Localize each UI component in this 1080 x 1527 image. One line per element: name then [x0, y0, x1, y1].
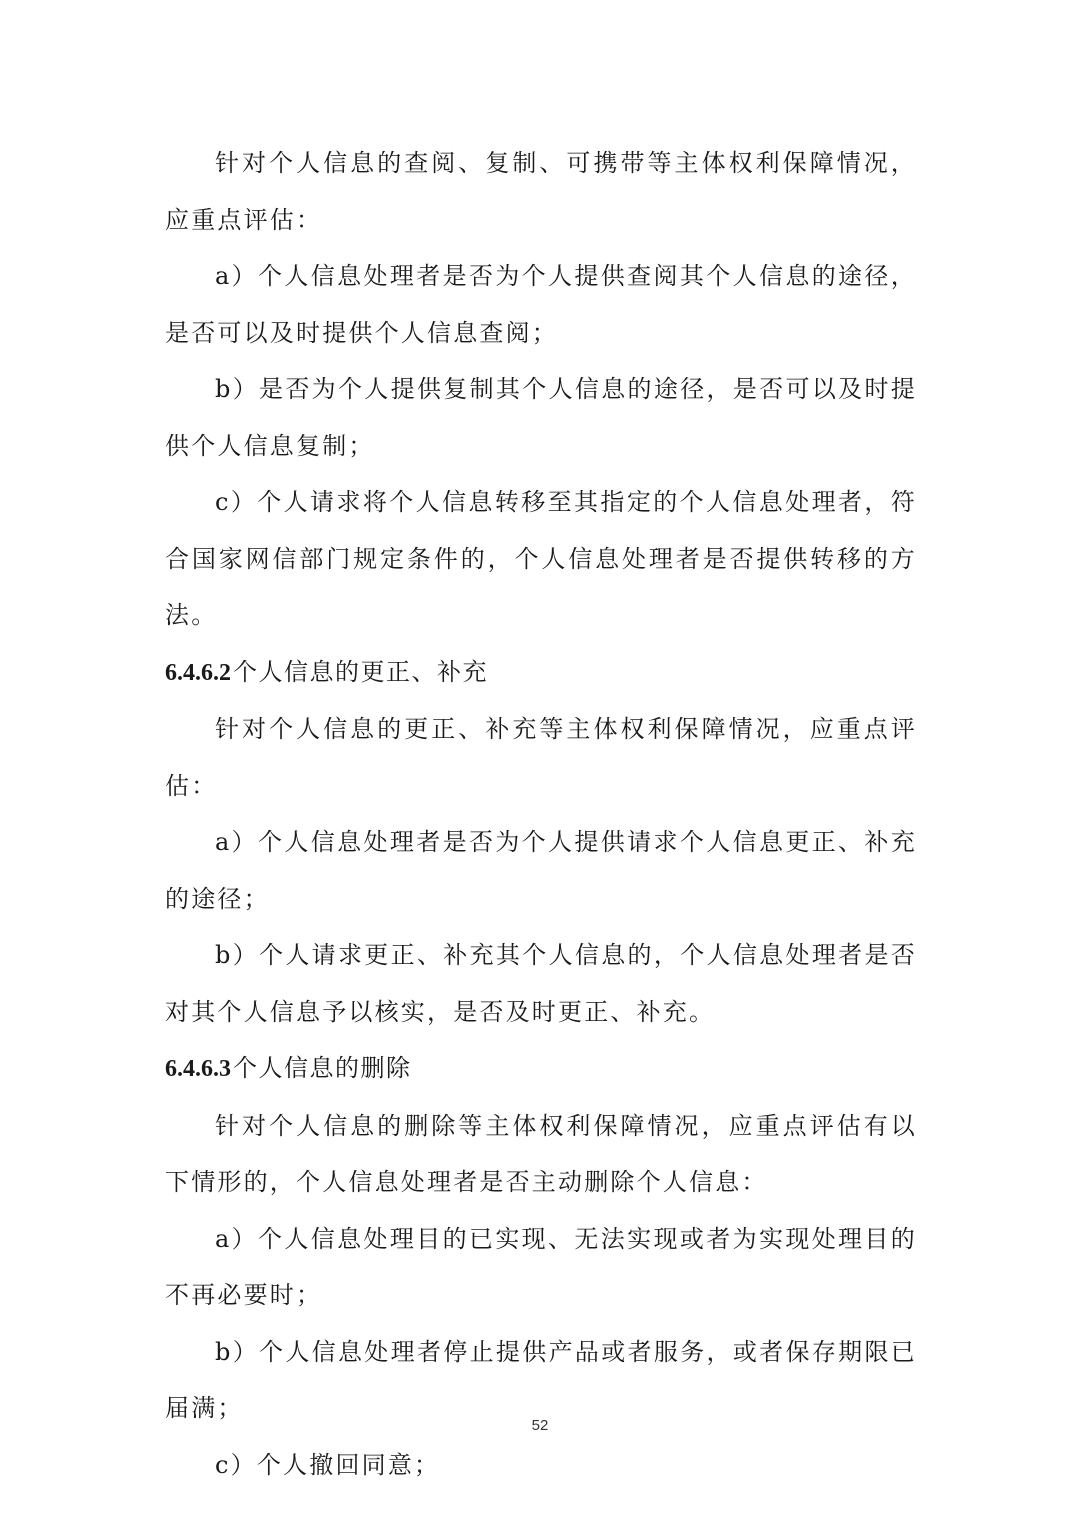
paragraph-access-intro: 针对个人信息的查阅、复制、可携带等主体权利保障情况，应重点评估： — [165, 149, 917, 234]
paragraph-deletion-item-b: b）个人信息处理者停止提供产品或者服务，或者保存期限已届满； — [165, 1337, 917, 1422]
section-title: 个人信息的更正、补充 — [233, 657, 488, 686]
paragraph-deletion-item-a: a）个人信息处理目的已实现、无法实现或者为实现处理目的不再必要时； — [165, 1224, 917, 1309]
section-heading-6-4-6-3 — [165, 1040, 917, 1098]
paragraph-correction-item-a: a）个人信息处理者是否为个人提供请求个人信息更正、补充的途径； — [165, 828, 917, 913]
paragraph-deletion-item-c: c）个人撤回同意； — [215, 1450, 441, 1479]
paragraph-item-c: c）个人请求将个人信息转移至其指定的个人信息处理者，符合国家网信部门规定条件的，个人信息处理者是否提供转移的方法。 — [165, 488, 917, 629]
section-title: 个人信息的删除 — [233, 1054, 412, 1082]
section-heading-6-4-6-2 — [165, 644, 917, 702]
document-body — [165, 135, 917, 1493]
section-number: 6.4.6.3 — [165, 1056, 231, 1082]
section-number: 6.4.6.2 — [165, 659, 231, 686]
page-number: 52 — [531, 1417, 549, 1434]
paragraph-item-a: a）个人信息处理者是否为个人提供查阅其个人信息的途径，是否可以及时提供个人信息查阅； — [165, 262, 917, 347]
paragraph-correction-intro: 针对个人信息的更正、补充等主体权利保障情况，应重点评估： — [165, 715, 917, 800]
paragraph-item-b: b）是否为个人提供复制其个人信息的途径，是否可以及时提供个人信息复制； — [165, 375, 917, 460]
paragraph-deletion-intro: 针对个人信息的删除等主体权利保障情况，应重点评估有以下情形的，个人信息处理者是否主动删除个人信息： — [165, 1111, 917, 1196]
paragraph-correction-item-b: b）个人请求更正、补充其个人信息的，个人信息处理者是否对其个人信息予以核实，是否及时更正、补充。 — [165, 941, 917, 1026]
